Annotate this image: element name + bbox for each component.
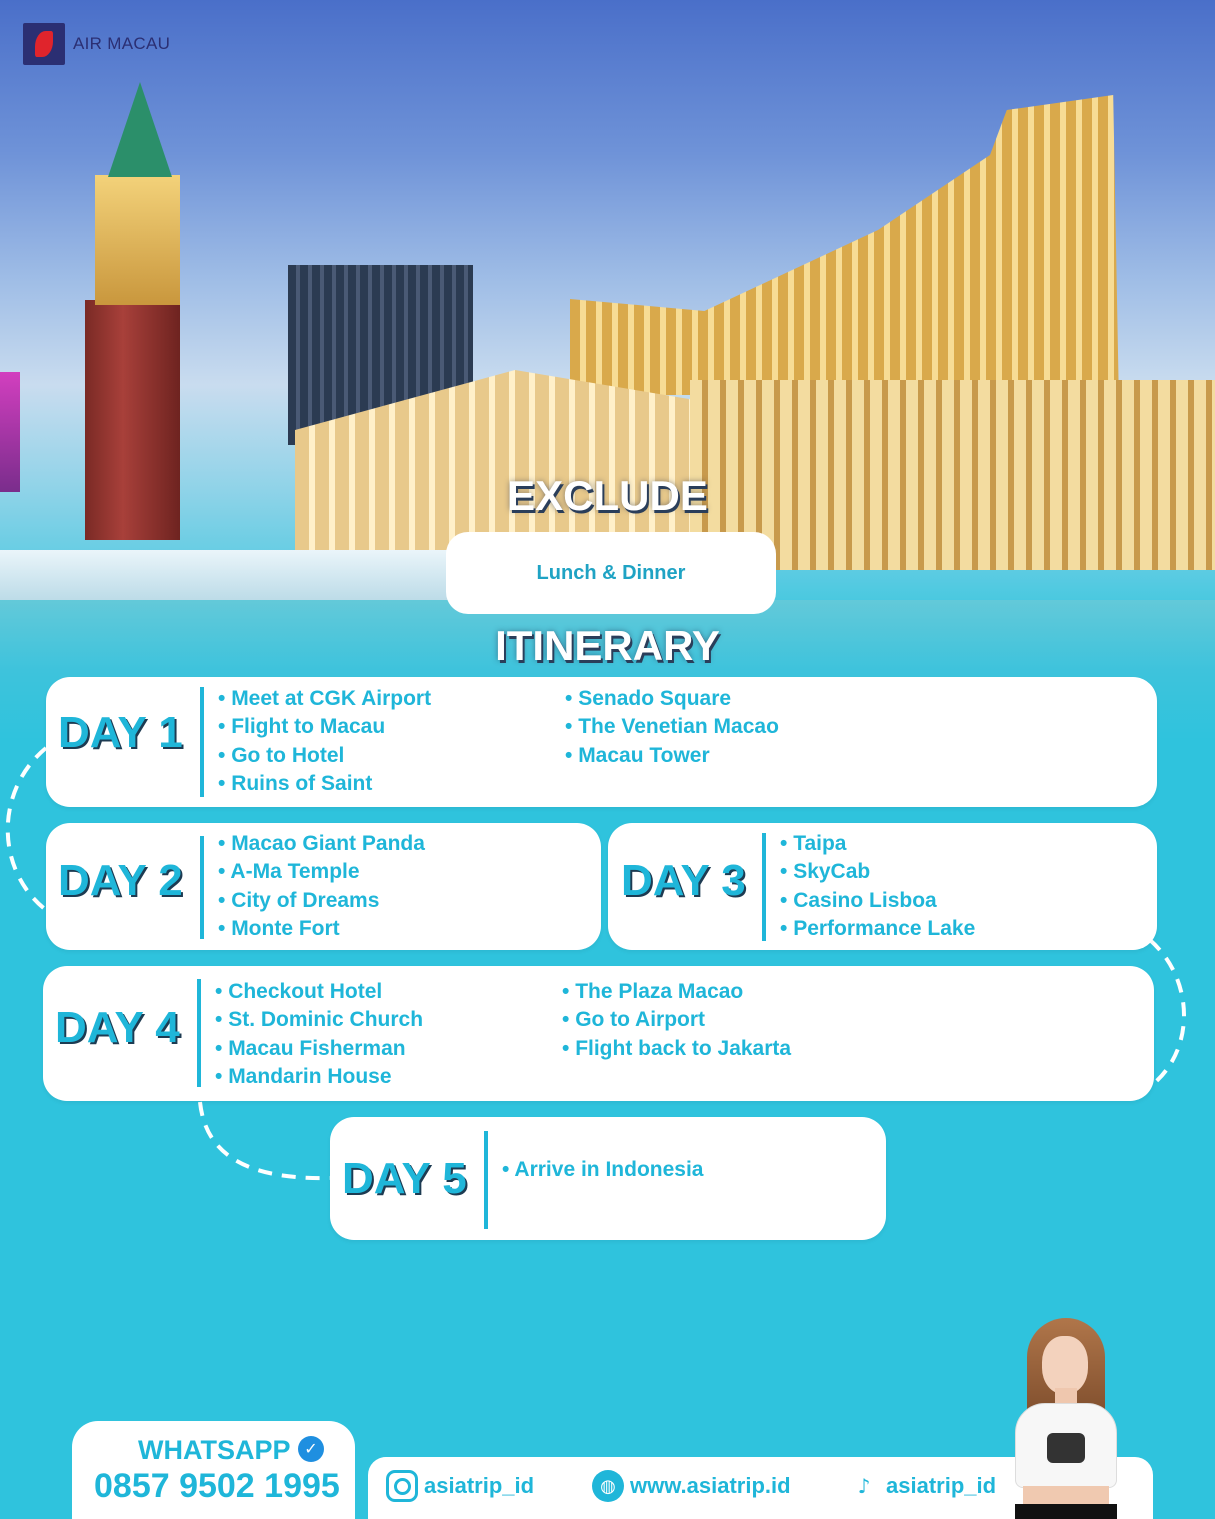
list-item: • Flight to Macau — [218, 713, 431, 741]
instagram-icon — [386, 1470, 418, 1502]
air-macau-logo — [23, 23, 170, 65]
instagram-handle: asiatrip_id — [424, 1473, 535, 1498]
whatsapp-label: WHATSAPP — [138, 1435, 291, 1465]
day-4-divider — [197, 979, 201, 1087]
exclude-box — [446, 532, 776, 614]
day-1-divider — [200, 687, 204, 797]
connector-day4-day5 — [200, 1102, 330, 1178]
day-4-list-right — [562, 978, 791, 1063]
list-item: • Mandarin House — [215, 1063, 423, 1091]
day-2-card — [46, 823, 601, 950]
day-5-divider — [484, 1131, 488, 1229]
list-item: • Monte Fort — [218, 915, 425, 943]
day-1-card — [46, 677, 1157, 807]
day-4-card — [43, 966, 1154, 1101]
list-item: • Taipa — [780, 830, 975, 858]
whatsapp-number[interactable]: 0857 9502 1995 — [94, 1467, 340, 1505]
model-face — [1042, 1336, 1088, 1394]
tiktok-link[interactable] — [848, 1470, 996, 1502]
exclude-heading: EXCLUDE — [507, 472, 708, 519]
day-5-label: DAY 5 — [342, 1154, 467, 1203]
list-item: • Ruins of Saint — [218, 770, 431, 798]
list-item: • Go to Airport — [562, 1006, 791, 1034]
list-item: • The Venetian Macao — [565, 713, 779, 741]
list-item: • St. Dominic Church — [215, 1006, 423, 1034]
list-item: • Meet at CGK Airport — [218, 685, 431, 713]
list-item: • Casino Lisboa — [780, 887, 975, 915]
list-item: • Macau Fisherman — [215, 1035, 423, 1063]
model-pants — [1015, 1504, 1117, 1519]
day-2-label: DAY 2 — [58, 856, 183, 905]
exclude-item: Lunch & Dinner — [536, 561, 686, 584]
day-3-card — [608, 823, 1157, 950]
whatsapp-box[interactable] — [72, 1421, 355, 1519]
tiktok-handle: asiatrip_id — [886, 1473, 997, 1498]
list-item: • Checkout Hotel — [215, 978, 423, 1006]
day-3-list — [780, 830, 975, 943]
list-item: • Macau Tower — [565, 742, 779, 770]
air-macau-logo-text: AIR MACAU — [73, 34, 171, 53]
day-2-divider — [200, 836, 204, 939]
day-4-list-left — [215, 978, 423, 1091]
website-url: www.asiatrip.id — [630, 1473, 791, 1498]
tiktok-icon: ♪ — [857, 1474, 871, 1498]
globe-icon: ◍ — [592, 1470, 624, 1502]
model-photo — [1005, 1318, 1125, 1519]
day-5-list — [502, 1156, 703, 1184]
day-2-list — [218, 830, 425, 943]
day-1-label: DAY 1 — [58, 708, 183, 757]
website-link[interactable] — [592, 1470, 791, 1502]
day-3-divider — [762, 833, 766, 941]
list-item: • Go to Hotel — [218, 742, 431, 770]
list-item: • A-Ma Temple — [218, 858, 425, 886]
list-item: • Senado Square — [565, 685, 779, 713]
campanile-spire — [108, 82, 172, 177]
list-item: • Performance Lake — [780, 915, 975, 943]
air-macau-logo-icon — [23, 23, 65, 65]
verified-check-icon: ✓ — [298, 1436, 324, 1462]
list-item: • SkyCab — [780, 858, 975, 886]
connector-day1-day2 — [8, 748, 46, 910]
day-5-card — [330, 1117, 886, 1240]
model-midriff — [1023, 1486, 1109, 1506]
list-item: • City of Dreams — [218, 887, 425, 915]
list-item: • The Plaza Macao — [562, 978, 791, 1006]
campanile-belfry — [95, 175, 180, 305]
day-1-list-right — [565, 685, 779, 770]
list-item: • Macao Giant Panda — [218, 830, 425, 858]
list-item: • Arrive in Indonesia — [502, 1156, 703, 1184]
itinerary-heading: ITINERARY — [495, 622, 720, 669]
shirt-logo-icon — [1047, 1433, 1085, 1463]
connector-day3-day4 — [1150, 940, 1184, 1085]
list-item: • Flight back to Jakarta — [562, 1035, 791, 1063]
day-1-list-left — [218, 685, 431, 798]
instagram-link[interactable] — [386, 1470, 534, 1502]
day-4-label: DAY 4 — [55, 1003, 180, 1052]
day-3-label: DAY 3 — [621, 856, 746, 905]
